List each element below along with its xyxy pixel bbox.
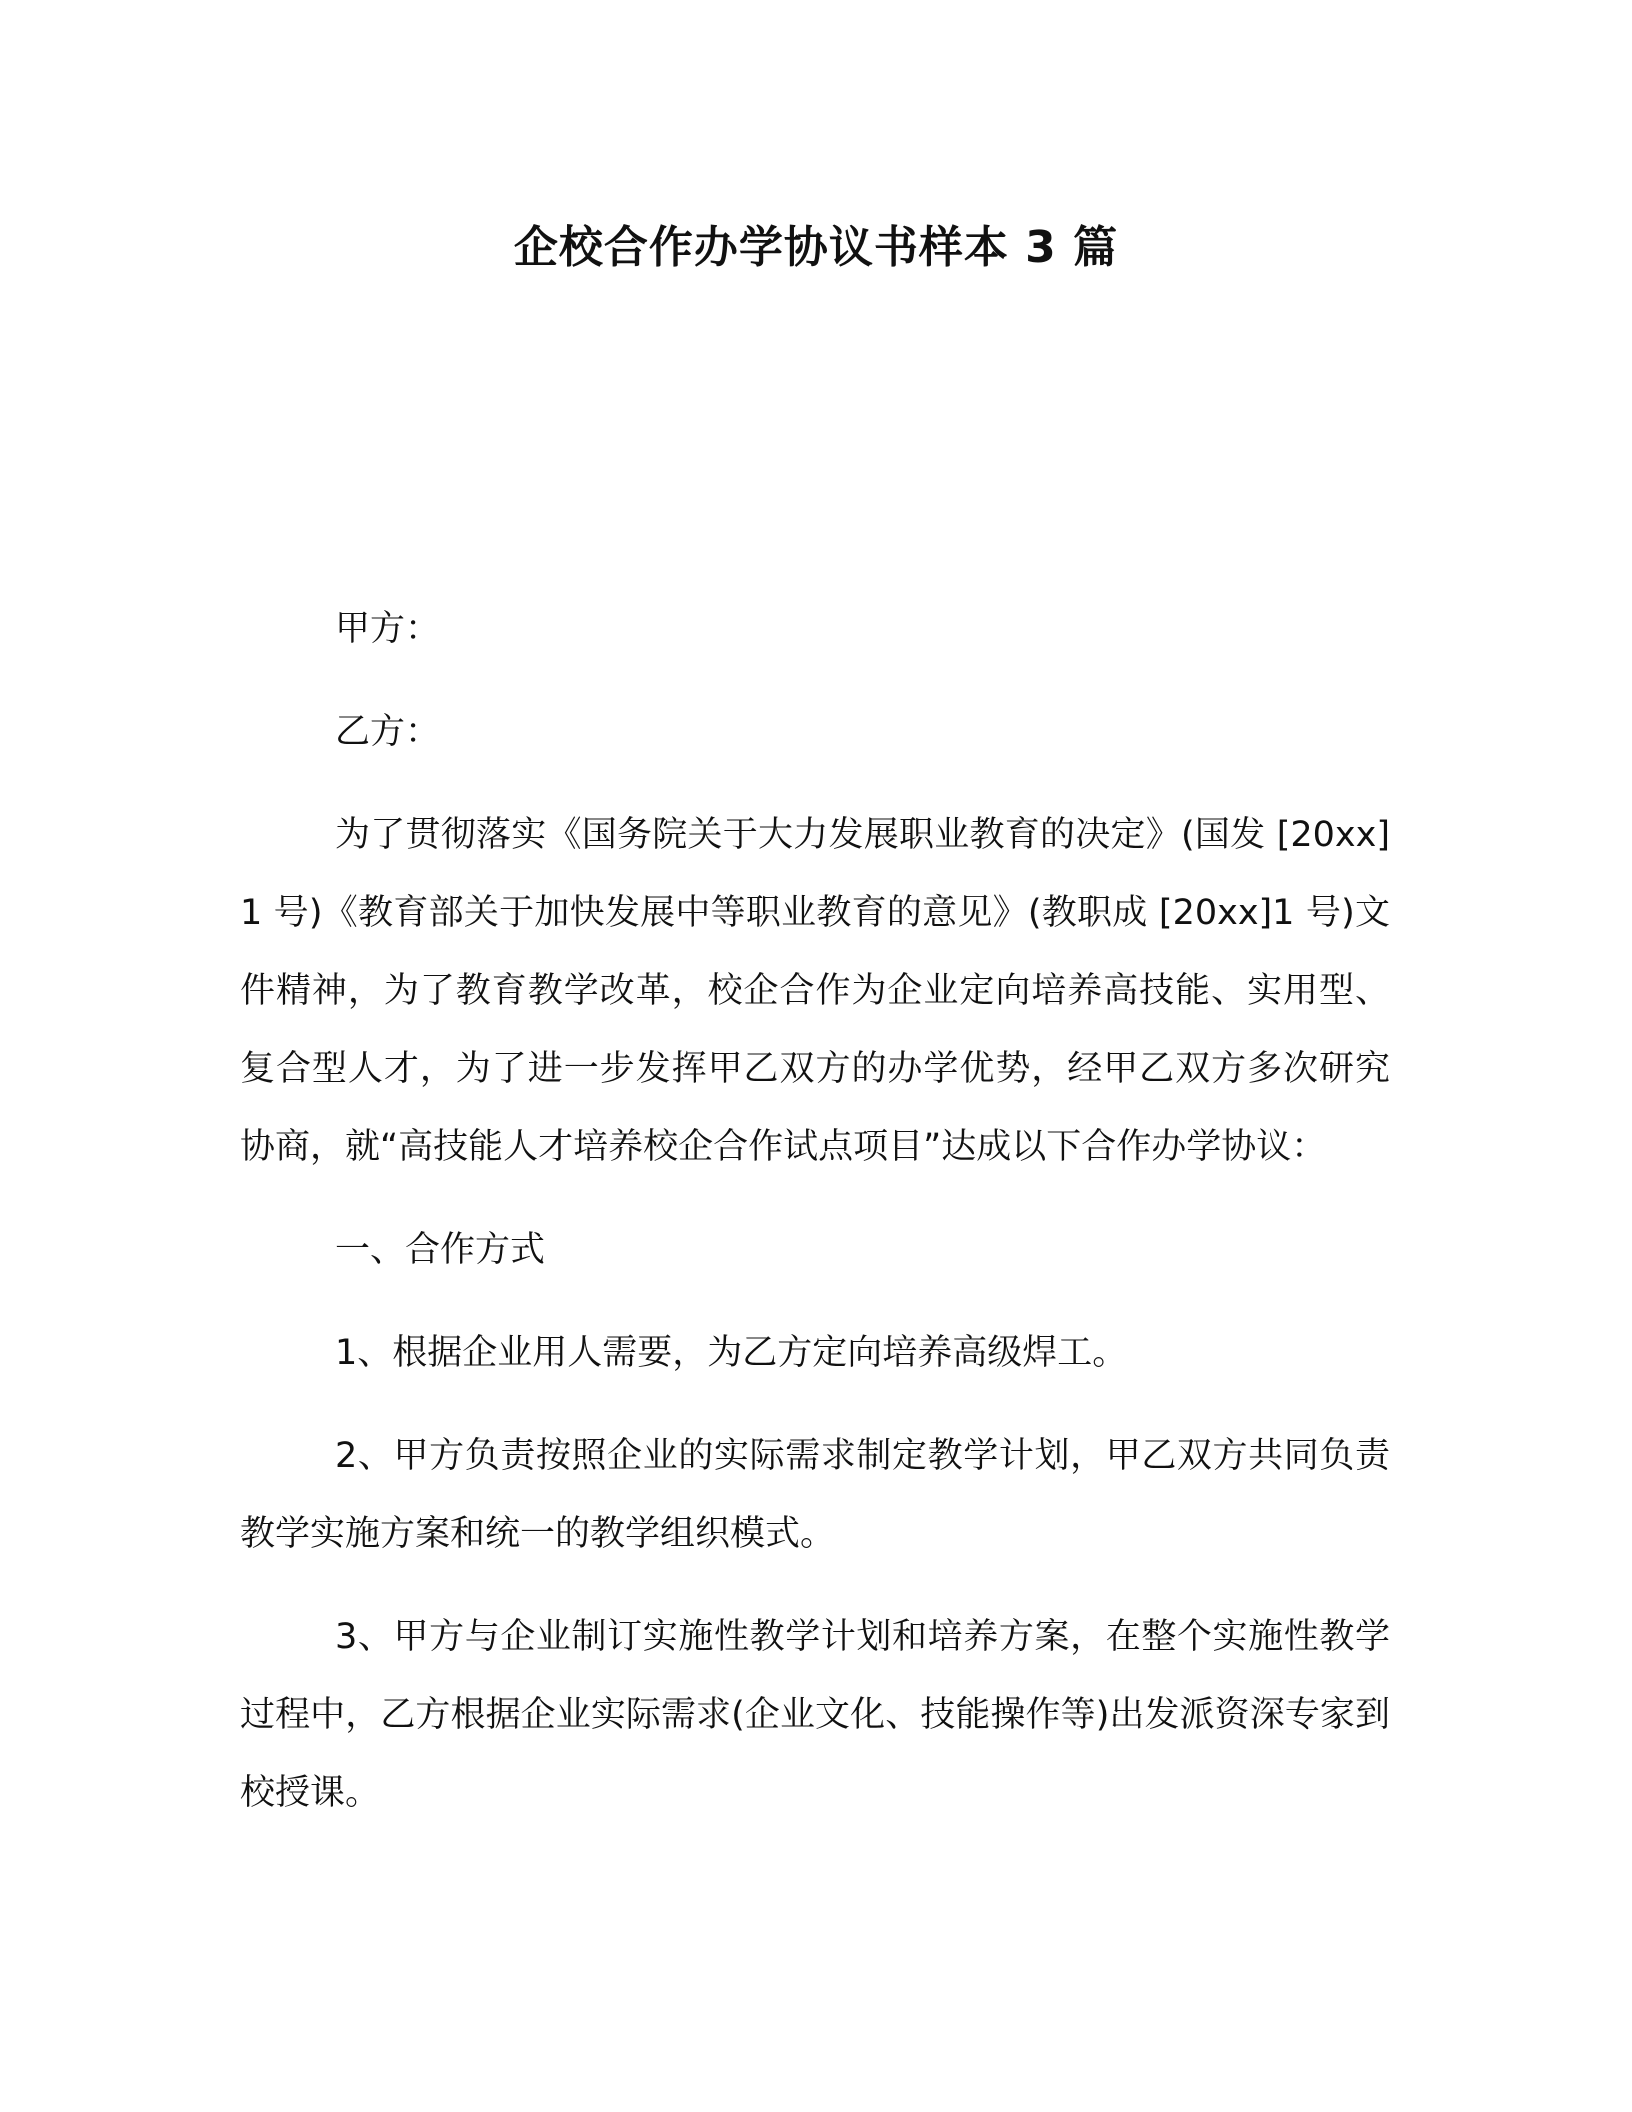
clause-item-1: 1、根据企业用人需要，为乙方定向培养高级焊工。 bbox=[335, 1333, 1128, 1373]
clause-item-3: 3、甲方与企业制订实施性教学计划和培养方案，在整个实施性教学过程中，乙方根据企业实际需求(企业文化、技能操作等)出发派资深专家到校授课。 bbox=[240, 1617, 1390, 1813]
intro-paragraph: 为了贯彻落实《国务院关于大力发展职业教育的决定》(国发 [20xx] 1 号)《教育部关于加快发展中等职业教育的意见》(教职成 [20xx]1 号)文件精神，为了教育教学改革，校企合作为企业定向培养高技能、实用型、复合型人才，为了进一步发挥甲乙双方的办学优势，经甲乙双方多次研究协商，就“高技能人才培养校企合作试点项目”达成以下合作办学协议： bbox=[240, 815, 1390, 1167]
clause-item-2: 2、甲方负责按照企业的实际需求制定教学计划，甲乙双方共同负责教学实施方案和统一的教学组织模式。 bbox=[240, 1436, 1390, 1554]
document-title: 企校合作办学协议书样本 3 篇 bbox=[513, 222, 1119, 273]
document-body bbox=[240, 590, 1390, 1857]
party-b-line: 乙方： bbox=[335, 712, 441, 752]
party-a-line: 甲方： bbox=[335, 609, 441, 649]
section-heading-cooperation: 一、合作方式 bbox=[335, 1230, 546, 1270]
